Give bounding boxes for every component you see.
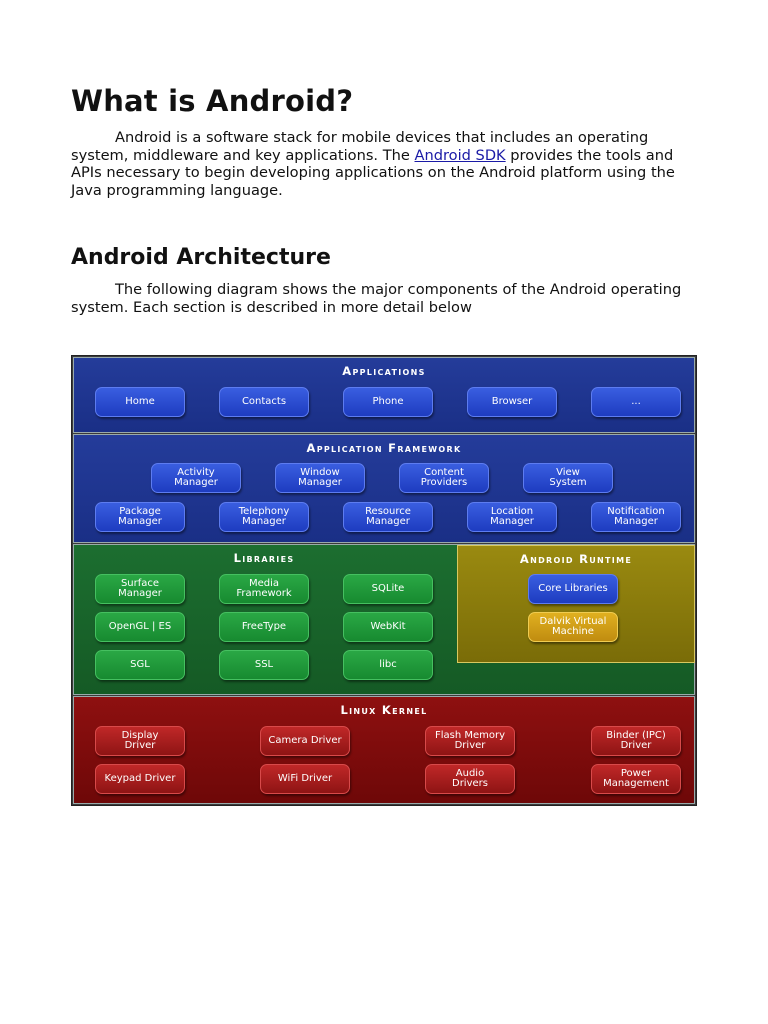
lib-surface-manager: Surface Manager [95,574,185,604]
kernel-layer [73,696,695,804]
kernel-power-management: Power Management [591,764,681,794]
kernel-camera-driver: Camera Driver [260,726,350,756]
fw-activity-manager: Activity Manager [151,463,241,493]
framework-title: Application Framework [306,441,462,455]
libraries-title: Libraries [233,551,295,565]
intro-text-start: Android is a software stack for mobile devices that includes an operating system, middleware and key applications. The [71,129,649,164]
kernel-binder-ipc-driver: Binder (IPC) Driver [591,726,681,756]
framework-layer [73,434,695,543]
rt-core-libraries: Core Libraries [528,574,618,604]
fw-view-system: View System [523,463,613,493]
lib-opengl-es: OpenGL | ES [95,612,185,642]
section-paragraph: The following diagram shows the major components of the Android operating system. Each section is described in more detail below [71,281,682,316]
fw-notification-manager: Notification Manager [591,502,681,532]
app-phone: Phone [343,387,433,417]
lib-media-framework: Media Framework [219,574,309,604]
applications-layer [73,357,695,433]
lib-sqlite: SQLite [343,574,433,604]
fw-location-manager: Location Manager [467,502,557,532]
kernel-keypad-driver: Keypad Driver [95,764,185,794]
android-sdk-link[interactable]: Android SDK [414,146,506,164]
runtime-layer [457,545,695,663]
kernel-display-driver: Display Driver [95,726,185,756]
lib-freetype: FreeType [219,612,309,642]
lib-ssl: SSL [219,650,309,680]
kernel-title: Linux Kernel [340,703,428,717]
app-browser: Browser [467,387,557,417]
kernel-flash-memory-driver: Flash Memory Driver [425,726,515,756]
app-home: Home [95,387,185,417]
kernel-audio-drivers: Audio Drivers [425,764,515,794]
lib-webkit: WebKit [343,612,433,642]
lib-libc: libc [343,650,433,680]
fw-content-providers: Content Providers [399,463,489,493]
fw-package-manager: Package Manager [95,502,185,532]
rt-dalvik-vm: Dalvik Virtual Machine [528,612,618,642]
applications-title: Applications [342,364,426,378]
intro-paragraph [71,129,701,199]
fw-telephony-manager: Telephony Manager [219,502,309,532]
lib-sgl: SGL [95,650,185,680]
android-architecture-diagram [71,355,697,806]
fw-window-manager: Window Manager [275,463,365,493]
libraries-layer [73,544,695,695]
fw-resource-manager: Resource Manager [343,502,433,532]
app-more: ... [591,387,681,417]
intro-text-end: provides the tools and APIs necessary to begin developing applications on the Android platform using the Java programming language. [71,146,675,199]
page-title: What is Android? [71,84,354,118]
runtime-title: Android Runtime [519,552,633,566]
section-heading: Android Architecture [71,245,331,270]
app-contacts: Contacts [219,387,309,417]
kernel-wifi-driver: WiFi Driver [260,764,350,794]
